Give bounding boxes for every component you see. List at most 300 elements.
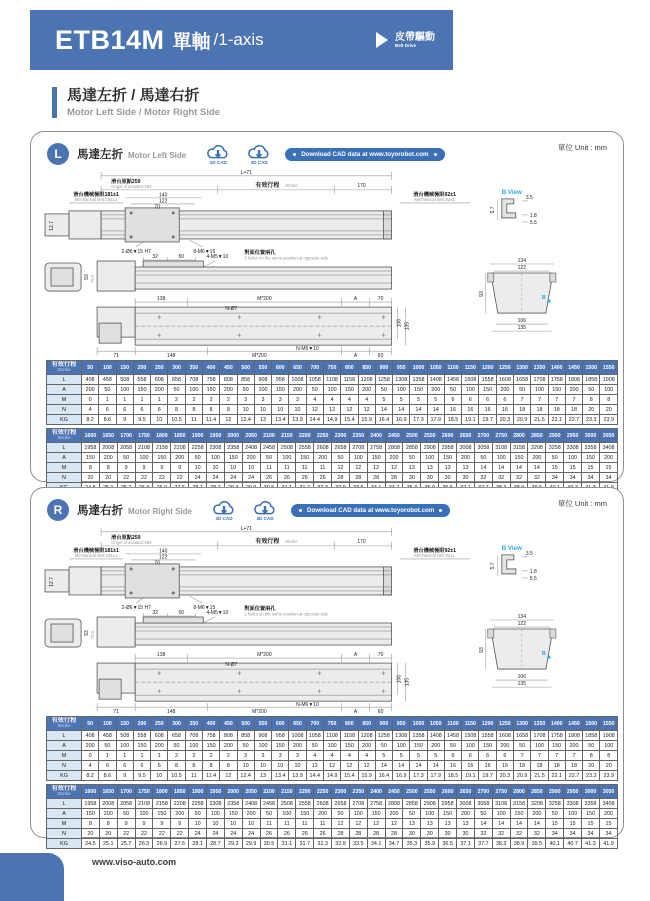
cad-3d-download[interactable] [249,500,281,521]
cloud-download-icon [211,500,237,517]
table-cell: 13 [254,771,271,781]
table-cell: 8 [583,751,600,761]
stroke-col-header: 1450 [565,361,582,375]
table-cell: 16.4 [375,771,392,781]
dim-label: Mechanical limit:181±1 [74,552,118,558]
table-cell: 3358 [582,443,600,453]
table-cell: 14 [410,761,427,771]
table-cell: 150 [479,741,496,751]
table-cell: 2108 [135,443,153,453]
row-label: M [47,819,82,829]
stroke-col-header: 2100 [260,429,278,443]
table-cell: 16 [462,405,479,415]
table-cell: 14.9 [323,771,340,781]
table-cell: 15.4 [341,771,358,781]
table-cell: 100 [462,385,479,395]
stroke-table-2 [46,428,618,493]
table-cell: 100 [421,809,439,819]
table-cell: 11 [185,771,202,781]
table-cell: 50 [375,741,392,751]
row-label: L [47,731,82,741]
table-cell: 8.2 [82,771,99,781]
table-cell: 808 [220,731,237,741]
table-cell: 3158 [510,799,528,809]
table-cell: 34 [599,473,617,483]
table-cell: 8 [600,751,618,761]
table-cell: 11 [296,819,314,829]
table-cell: 100 [116,385,133,395]
table-cell: 150 [224,809,242,819]
row-label: M [47,395,82,405]
table-cell: 150 [272,741,289,751]
table-cell: 100 [600,741,618,751]
drive-type-badge [376,32,435,49]
table-cell: 200 [599,453,617,463]
table-cell: 14 [474,819,492,829]
table-cell: 22 [117,473,135,483]
table-cell: 12 [385,463,403,473]
table-cell: 6 [116,405,133,415]
stroke-col-header: 2700 [474,429,492,443]
table-cell: 0 [82,395,99,405]
cad-3d-download[interactable] [243,144,275,165]
table-cell: 200 [496,741,513,751]
table-cell: 50 [117,809,135,819]
row-label: A [47,453,82,463]
table-cell: 200 [314,809,332,819]
table-cell: 2 [185,751,202,761]
table-cell: 23.3 [583,771,600,781]
table-cell: 16 [479,761,496,771]
table-cell: 50 [260,809,278,819]
table-cell: 8.6 [99,415,116,425]
model-title: ETB14M [55,24,165,55]
table-cell: 12 [332,819,350,829]
table-cell: 34 [582,473,600,483]
table-cell: 14 [393,405,410,415]
table-cell: 26.3 [135,839,153,849]
table-cell: 1608 [496,375,513,385]
download-cad-label: Download CAD data at www.toyorobot.com [307,506,435,514]
table-cell: 2 [202,395,219,405]
table-cell: 1 [151,395,168,405]
table-cell: 29.9 [242,839,260,849]
stroke-col-header: 200 [133,361,150,375]
table-cell: 1958 [82,443,100,453]
table-cell: 4 [323,751,340,761]
table-cell: 28 [385,829,403,839]
dim-label: 93 [478,291,485,297]
table-cell: 21.5 [531,771,548,781]
table-cell: 19.7 [479,415,496,425]
table-cell: 4 [306,751,323,761]
table-cell: 3 [272,751,289,761]
table-header-row [47,361,618,375]
table-cell: 32 [492,473,510,483]
table-cell: 14 [410,405,427,415]
stroke-col-header: 700 [306,717,323,731]
table-cell: 2508 [278,799,296,809]
table-cell: 16 [496,761,513,771]
stroke-col-header: 2550 [421,429,439,443]
stroke-col-header: 1400 [548,717,565,731]
row-label: KG [47,839,82,849]
dim-label: 60 [377,353,384,360]
table-row [47,809,618,819]
table-cell: 20 [600,761,618,771]
table-cell: 758 [202,731,219,741]
table-cell: 150 [439,453,457,463]
table-cell: 3158 [510,443,528,453]
stroke-col-header: 1350 [531,717,548,731]
table-cell: 100 [116,741,133,751]
table-cell: 150 [224,453,242,463]
table-cell: 10 [189,819,207,829]
table-cell: 3058 [474,443,492,453]
stroke-col-header: 2150 [278,429,296,443]
table-cell: 2008 [99,443,117,453]
table-cell: 7 [548,395,565,405]
stroke-col-header: 2550 [421,785,439,799]
table-cell: 16 [462,761,479,771]
table-cell: 1008 [289,731,306,741]
table-cell: 150 [202,741,219,751]
table-cell: 1758 [548,731,565,741]
bullet-icon [293,153,296,156]
table-cell: 4 [358,395,375,405]
table-cell: 2758 [367,799,385,809]
dim-label: 122 [159,198,168,205]
dim-label: A [353,709,358,716]
stroke-col-header: 2650 [457,785,475,799]
stroke-col-header: 800 [341,717,358,731]
stroke-table [46,360,618,425]
table-cell: 200 [82,385,99,395]
table-cell: 12 [341,405,358,415]
table-cell: 2858 [403,799,421,809]
table-cell: 50 [189,453,207,463]
row-label: A [47,385,82,395]
stroke-col-header: 1800 [153,429,171,443]
dim-label: 135 [404,677,411,687]
table-cell: 50 [306,385,323,395]
table-cell: 100 [278,809,296,819]
table-cell: 958 [272,375,289,385]
table-cell: 200 [99,809,117,819]
table-cell: 32 [528,473,546,483]
table-cell: 10 [254,761,271,771]
table-cell: 10 [189,463,207,473]
table-cell: 38.9 [510,839,528,849]
table-cell: 35.9 [421,839,439,849]
dim-label: L+71 [240,169,252,176]
table-cell: 14 [427,761,444,771]
table-cell: 1408 [427,375,444,385]
drive-label-zh: 皮帶驅動 [395,31,435,43]
stroke-col-header: 650 [289,717,306,731]
table-cell: 30 [457,473,475,483]
cad-2d-download[interactable] [208,500,240,521]
table-cell: 18 [548,405,565,415]
dim-label: 2 holes on the same position at opposite side. [244,255,330,261]
table-cell: 200 [385,453,403,463]
table-cell: 8 [99,819,117,829]
table-cell: 12 [367,463,385,473]
table-cell: 22.1 [548,771,565,781]
dim-label: 50 [178,609,185,616]
table-cell: 13 [421,819,439,829]
stroke-col-header: 1900 [189,429,207,443]
table-cell: 3008 [457,443,475,453]
table-cell: 150 [296,809,314,819]
table-cell: 1908 [600,375,618,385]
table-cell: 22 [135,829,153,839]
table-cell: 50 [237,741,254,751]
table-cell: 6 [479,751,496,761]
table-row [47,473,618,483]
table-cell: 200 [457,809,475,819]
table-cell: 32.3 [314,839,332,849]
table-cell: 11 [278,819,296,829]
row-label: KG [47,415,82,425]
row-label: L [47,375,82,385]
table-cell: 200 [242,809,260,819]
table-cell: 8 [99,463,117,473]
table-cell: 9 [117,819,135,829]
dim-label: 1.8 [529,568,537,575]
table-row [47,761,618,771]
table-cell: 12 [323,761,340,771]
dim-label: 2-Ø6▼15 H7 [121,248,151,255]
table-cell: 8.6 [99,771,116,781]
stroke-col-header: 2300 [332,429,350,443]
section-title-en: Motor Left Side / Motor Right Side [67,107,221,118]
table-cell: 22.7 [565,771,582,781]
table-cell: 3108 [492,443,510,453]
stroke-col-header: 1850 [171,785,189,799]
table-cell: 3 [272,395,289,405]
stroke-header: 有效行程 Stroke [47,429,82,443]
table-cell: 28 [367,473,385,483]
table-cell: 18 [531,405,548,415]
table-cell: 30 [403,473,421,483]
table-cell: 7 [531,395,548,405]
table-cell: 7 [548,751,565,761]
stroke-col-header: 1200 [479,717,496,731]
table-cell: 150 [582,809,600,819]
table-cell: 22 [153,829,171,839]
table-cell: 15 [546,463,564,473]
table-cell: 2358 [224,799,242,809]
stroke-col-header: 2900 [546,785,564,799]
table-cell: 10 [242,819,260,829]
table-cell: 18 [565,405,582,415]
table-cell: 2 [168,751,185,761]
table-cell: 100 [492,809,510,819]
dim-label: 122 [517,621,527,628]
table-row [47,819,618,829]
table-cell: 808 [220,375,237,385]
row-label: A [47,809,82,819]
stroke-col-header: 1050 [427,717,444,731]
table-cell: 3208 [528,799,546,809]
table-cell: 100 [135,809,153,819]
cad-2d-label: 2D CAD [209,159,227,165]
table-cell: 15 [546,819,564,829]
stroke-col-header: 600 [272,361,289,375]
table-row [47,375,618,385]
table-cell: 14 [510,819,528,829]
row-label: L [47,443,82,453]
table-cell: 1908 [600,731,618,741]
table-cell: 24 [224,829,242,839]
stroke-col-header: 2350 [349,785,367,799]
stroke-col-header: 1650 [99,785,117,799]
table-cell: 100 [135,453,153,463]
table-cell: 2858 [403,443,421,453]
stroke-col-header: 500 [237,717,254,731]
stroke-col-header: 500 [237,361,254,375]
b-view-detail [502,199,516,218]
row-label: L [47,799,82,809]
badge-r: R [47,499,69,521]
table-cell: 14 [528,819,546,829]
table-cell: 20 [82,829,100,839]
table-cell: 3 [254,395,271,405]
dim-label: 滑台機械極限92±1 [413,191,457,198]
panel-motor-left [30,131,624,482]
table-cell: 22 [117,829,135,839]
table-cell: 6 [133,761,150,771]
table-cell: 2508 [278,443,296,453]
dim-label: 106 [517,674,527,681]
stroke-col-header: 3000 [582,429,600,443]
table-cell: 5 [427,751,444,761]
table-cell: 2358 [224,443,242,453]
table-cell: 16.9 [393,415,410,425]
table-cell: 2458 [260,443,278,453]
table-cell: 1 [133,395,150,405]
table-cell: 200 [151,385,168,395]
table-cell: 10 [151,771,168,781]
drive-label-en: Belt Drive [395,43,417,49]
table-cell: 558 [133,731,150,741]
stroke-col-header: 1950 [207,429,225,443]
dim-label: N-Ø7 [225,662,238,669]
table-cell: 23.9 [600,415,618,425]
table-cell: 14 [427,405,444,415]
stroke-col-header: 1000 [410,361,427,375]
table-cell: 14 [393,761,410,771]
table-cell: 11 [260,819,278,829]
stroke-col-header: 1600 [82,429,100,443]
table-cell: 10 [272,405,289,415]
panel-header [47,143,445,165]
table-cell: 11.4 [202,415,219,425]
table-cell: 2808 [385,799,403,809]
table-cell: 458 [99,375,116,385]
table-cell: 558 [133,375,150,385]
table-cell: 20.9 [514,415,531,425]
stroke-col-header: 2100 [260,785,278,799]
table-cell: 16.4 [375,415,392,425]
table-cell: 50 [237,385,254,395]
download-cad-button[interactable] [285,148,444,161]
table-cell: 20 [99,829,117,839]
stroke-header: 有效行程 Stroke [47,717,82,731]
bottom-view [97,663,392,701]
stroke-col-header: 2050 [242,785,260,799]
table-cell: 6 [133,405,150,415]
stroke-col-header: 3000 [582,785,600,799]
table-cell: 7 [531,751,548,761]
stroke-col-header: 1000 [410,717,427,731]
table-row [47,453,618,463]
table-cell: 2 [220,395,237,405]
table-cell: 3258 [546,799,564,809]
stroke-col-header: 1700 [117,429,135,443]
dim-label: A [353,353,358,360]
table-cell: 20.9 [514,771,531,781]
table-cell: 50 [375,385,392,395]
table-cell: 150 [341,385,358,395]
table-cell: 2308 [207,443,225,453]
table-cell: 8 [220,405,237,415]
table-cell: 50 [583,385,600,395]
table-row [47,771,618,781]
table-row [47,443,618,453]
cad-2d-download[interactable] [202,144,234,165]
table-cell: 100 [564,453,582,463]
table-cell: 34 [546,473,564,483]
table-cell: 3358 [582,799,600,809]
table-cell: 11 [314,463,332,473]
table-cell: 2458 [260,799,278,809]
table-cell: 150 [153,453,171,463]
dim-label: 106 [396,318,403,328]
table-cell: 6 [99,761,116,771]
table-cell: 2558 [296,799,314,809]
stroke-col-header: 2500 [403,785,421,799]
table-cell: 150 [582,453,600,463]
table-cell: 32.9 [332,839,350,849]
technical-drawing [39,522,615,716]
table-cell: 200 [358,385,375,395]
table-cell: 12 [323,405,340,415]
bullet-icon [434,153,437,156]
table-cell: 26 [278,829,296,839]
table-cell: 31.7 [296,839,314,849]
download-cad-button[interactable] [291,504,450,517]
table-cell: 150 [153,809,171,819]
table-cell: 14.9 [323,415,340,425]
table-cell: 1058 [306,375,323,385]
table-cell: 13 [403,819,421,829]
table-cell: 50 [99,385,116,395]
table-row [47,463,618,473]
table-cell: 3 [289,751,306,761]
dim-label: L+71 [240,525,252,532]
table-cell: 2608 [314,799,332,809]
table-cell: 100 [531,385,548,395]
table-cell: 14 [474,463,492,473]
axis-label-zh: 單軸 [172,31,211,53]
table-cell: 100 [185,741,202,751]
table-cell: 408 [82,731,99,741]
table-cell: 4 [323,395,340,405]
table-cell: 9 [153,463,171,473]
table-cell: 100 [393,741,410,751]
